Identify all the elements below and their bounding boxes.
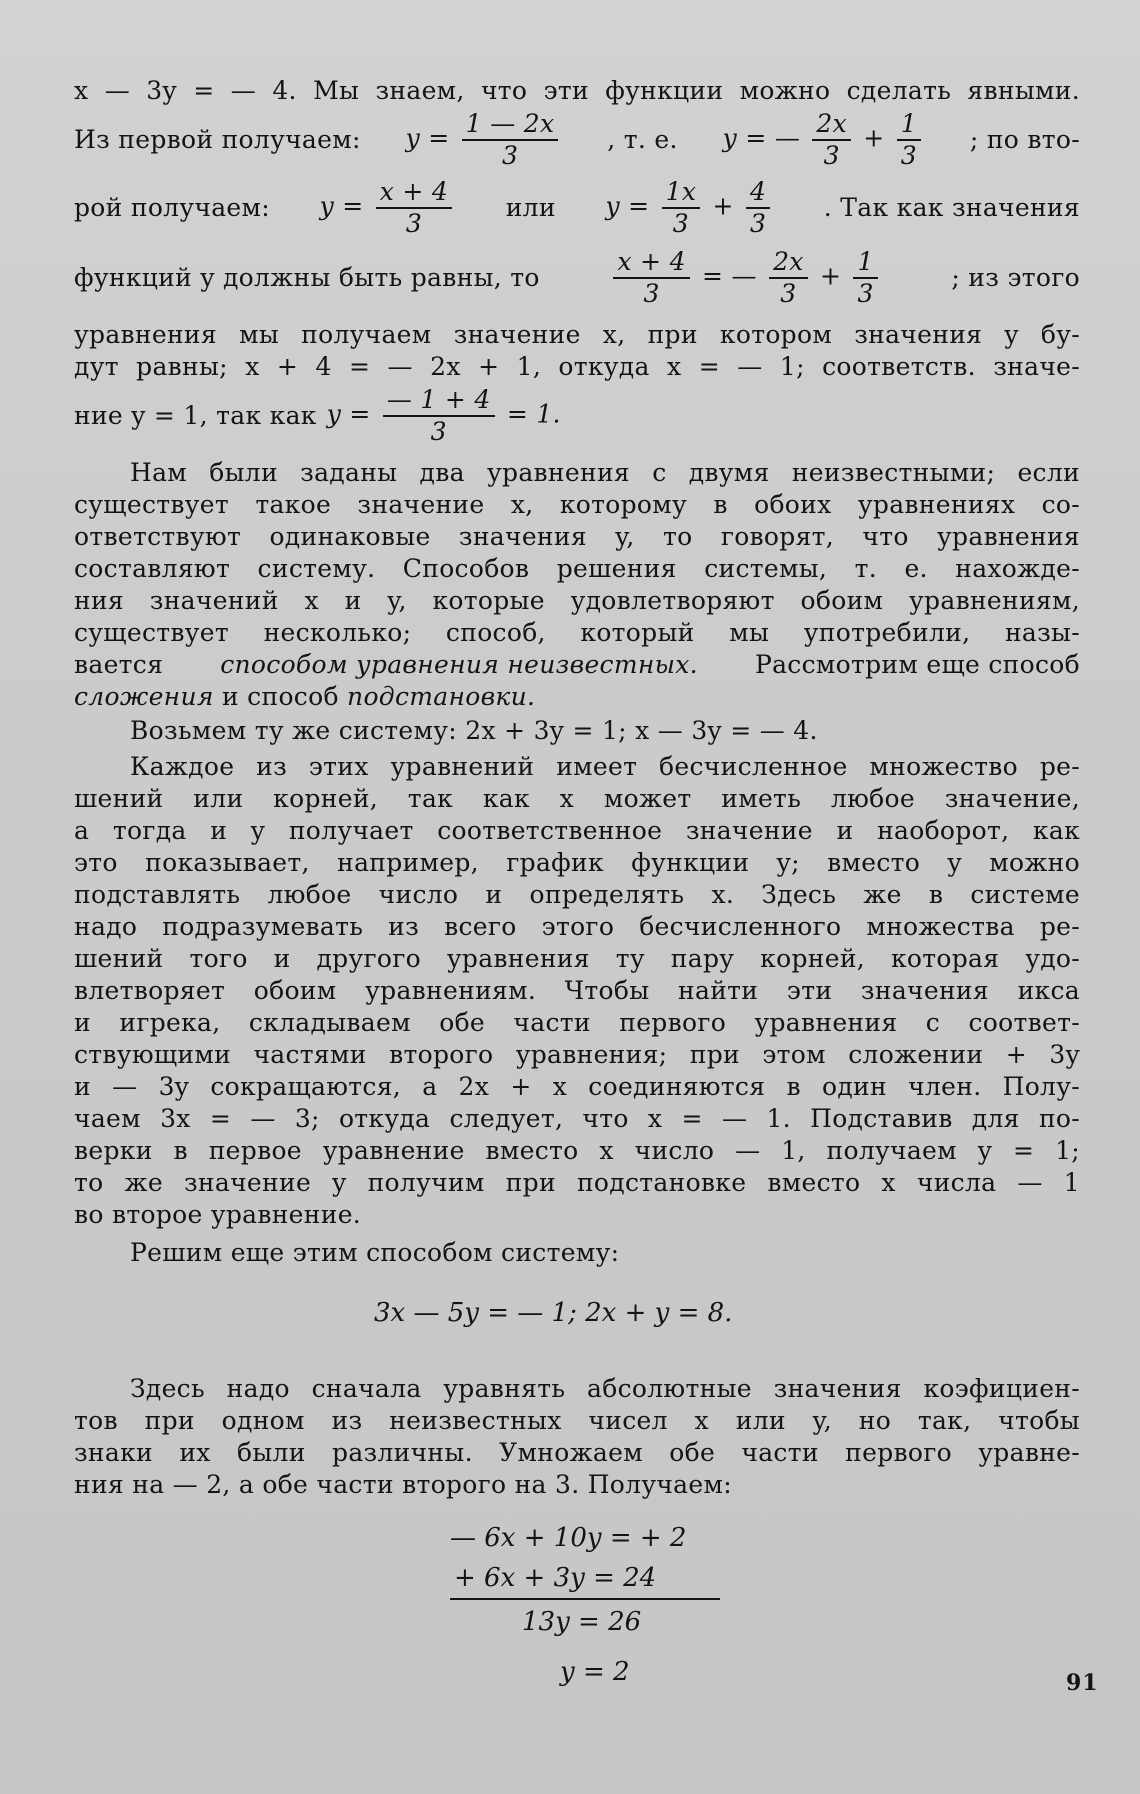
fraction-denominator: 3 — [749, 209, 767, 238]
text-fragment: . Так как значения — [823, 193, 1080, 222]
fraction-numerator: x + 4 — [376, 177, 452, 209]
fraction-denominator: 3 — [643, 279, 660, 308]
text-line: существует такое значение x, которому в обоих уравнениях со- — [74, 490, 1080, 519]
formula-text: = 1. — [506, 399, 561, 429]
fraction — [462, 109, 559, 171]
text-line: тов при одном из неизвестных чисел x или y, но так, чтобы — [74, 1406, 1080, 1435]
text-fragment: и способ — [213, 682, 348, 711]
equation-system: 3x — 5y = — 1; 2x + y = 8. — [374, 1298, 733, 1328]
text-line: и — 3y сокращаются, а 2x + x соединяются в один член. Полу- — [74, 1072, 1080, 1101]
fraction-numerator: 4 — [746, 177, 770, 209]
text-line — [74, 650, 1080, 680]
text-fragment: , т. е. — [607, 125, 678, 154]
fraction-denominator: 3 — [823, 141, 840, 170]
text-fragment: ; по вто- — [969, 125, 1080, 154]
text-line — [74, 386, 1080, 446]
sum-line — [450, 1598, 720, 1600]
text-fragment: или — [505, 193, 556, 222]
text-line: и игрека, складываем обе части первого уравнения с соответ- — [74, 1008, 1080, 1037]
text-line: уравнения мы получаем значение x, при котором значения y бу- — [74, 320, 1080, 349]
text-line: Возьмем ту же систему: 2x + 3y = 1; x — 3y = — 4. — [130, 716, 818, 745]
formula — [327, 385, 561, 447]
fraction-numerator: 1x — [662, 177, 701, 209]
text-line: то же значение y получим при подстановке вместо x числа — 1 — [74, 1168, 1080, 1197]
formula — [320, 177, 457, 239]
text-line: подставлять любое число и определять x. Здесь же в системе — [74, 880, 1080, 909]
fraction — [746, 177, 770, 239]
text-line: Решим еще этим способом систему: — [130, 1238, 620, 1267]
text-fragment: рой получаем: — [74, 193, 270, 222]
text-line: шений или корней, так как x может иметь любое значение, — [74, 784, 1080, 813]
fraction-denominator: 3 — [857, 279, 874, 308]
fraction — [383, 385, 495, 447]
text-fragment: ние y = 1, так как — [74, 401, 317, 430]
fraction — [769, 247, 808, 309]
calc-row: — 6x + 10y = + 2 — [450, 1523, 687, 1553]
emphasis-text: способом уравнения неизвестных. — [220, 650, 698, 679]
text-line: ния на — 2, а обе части второго на 3. Получаем: — [74, 1470, 732, 1499]
text-fragment: функций y должны быть равны, то — [74, 263, 540, 292]
fraction — [853, 247, 877, 309]
formula — [406, 109, 563, 171]
fraction-denominator: 3 — [430, 417, 447, 446]
text-line: влетворяет обоим уравнениям. Чтобы найти эти значения икса — [74, 976, 1080, 1005]
formula-text: + — [863, 123, 885, 153]
text-line: чаем 3x = — 3; откуда следует, что x = — 1. Подставив для по- — [74, 1104, 1080, 1133]
fraction — [812, 109, 851, 171]
fraction-denominator: 3 — [501, 141, 519, 170]
formula-text: y = — [405, 123, 450, 153]
formula — [723, 109, 925, 171]
calc-row: y = 2 — [560, 1657, 630, 1687]
fraction-denominator: 3 — [672, 209, 690, 238]
text-line: во второе уравнение. — [74, 1200, 362, 1229]
formula-text: + — [819, 261, 842, 291]
text-line: надо подразумевать из всего этого бесчисленного множества ре- — [74, 912, 1080, 941]
fraction-numerator: 1 — [897, 109, 921, 141]
fraction-numerator: 1 — 2x — [462, 109, 559, 141]
text-line: существует несколько; способ, который мы употребили, назы- — [74, 618, 1080, 647]
fraction-denominator: 3 — [780, 279, 797, 308]
text-line: ния значений x и y, которые удовлетворяют обоим уравнениям, — [74, 586, 1080, 615]
fraction — [376, 177, 452, 239]
text-line: шений того и другого уравнения ту пару корней, которая удо- — [74, 944, 1080, 973]
fraction-numerator: 2x — [812, 109, 851, 141]
text-fragment: Из первой получаем: — [74, 125, 361, 154]
formula-text: y = — [319, 191, 364, 221]
text-line: ответствуют одинаковые значения y, то говорят, что уравнения — [74, 522, 1080, 551]
text-fragment: ; из этого — [951, 263, 1080, 292]
formula-text: y = — [326, 399, 371, 429]
text-fragment: вается — [74, 650, 164, 679]
text-line — [74, 110, 1080, 170]
text-line — [74, 248, 1080, 308]
formula — [605, 177, 774, 239]
text-line: это показывает, например, график функции y; вместо y можно — [74, 848, 1080, 877]
text-line: Каждое из этих уравнений имеет бесчисленное множество ре- — [130, 752, 1080, 781]
fraction-numerator: x + 4 — [613, 247, 689, 279]
text-line — [74, 178, 1080, 238]
formula-text: = — — [702, 261, 757, 291]
text-line: а тогда и y получает соответственное значение и наоборот, как — [74, 816, 1080, 845]
formula-text: y = — [605, 191, 650, 221]
text-line: знаки их были различны. Умножаем обе части первого уравне- — [74, 1438, 1080, 1467]
formula-text: + — [712, 191, 734, 221]
emphasis-text: подстановки. — [347, 682, 536, 711]
emphasis-text: сложения — [74, 682, 214, 711]
fraction — [613, 247, 689, 309]
text-line — [74, 682, 1080, 712]
fraction-numerator: 1 — [853, 247, 877, 279]
text-line: ствующими частями второго уравнения; при этом сложении + 3y — [74, 1040, 1080, 1069]
calc-row: 13y = 26 — [522, 1607, 642, 1637]
calc-row: + 6x + 3y = 24 — [454, 1563, 657, 1593]
fraction — [662, 177, 701, 239]
fraction-numerator: 2x — [769, 247, 808, 279]
formula — [609, 247, 881, 309]
text-line: дут равны; x + 4 = — 2x + 1, откуда x = — 1; соответств. значе- — [74, 352, 1080, 381]
text-line: x — 3y = — 4. Мы знаем, что эти функции можно сделать явными. — [74, 76, 1080, 105]
text-line: Здесь надо сначала уравнять абсолютные значения коэфициен- — [130, 1374, 1080, 1403]
page-number: 91 — [1066, 1670, 1099, 1696]
text-fragment: Рассмотрим еще способ — [754, 650, 1080, 679]
text-line: верки в первое уравнение вместо x число — 1, получаем y = 1; — [74, 1136, 1080, 1165]
fraction-denominator: 3 — [405, 209, 423, 238]
fraction — [897, 109, 921, 171]
text-line: составляют систему. Способов решения системы, т. е. нахожде- — [74, 554, 1080, 583]
text-line: Нам были заданы два уравнения с двумя неизвестными; если — [130, 458, 1080, 487]
fraction-denominator: 3 — [900, 141, 917, 170]
fraction-numerator: — 1 + 4 — [383, 385, 495, 417]
formula-text: y = — — [722, 123, 801, 153]
